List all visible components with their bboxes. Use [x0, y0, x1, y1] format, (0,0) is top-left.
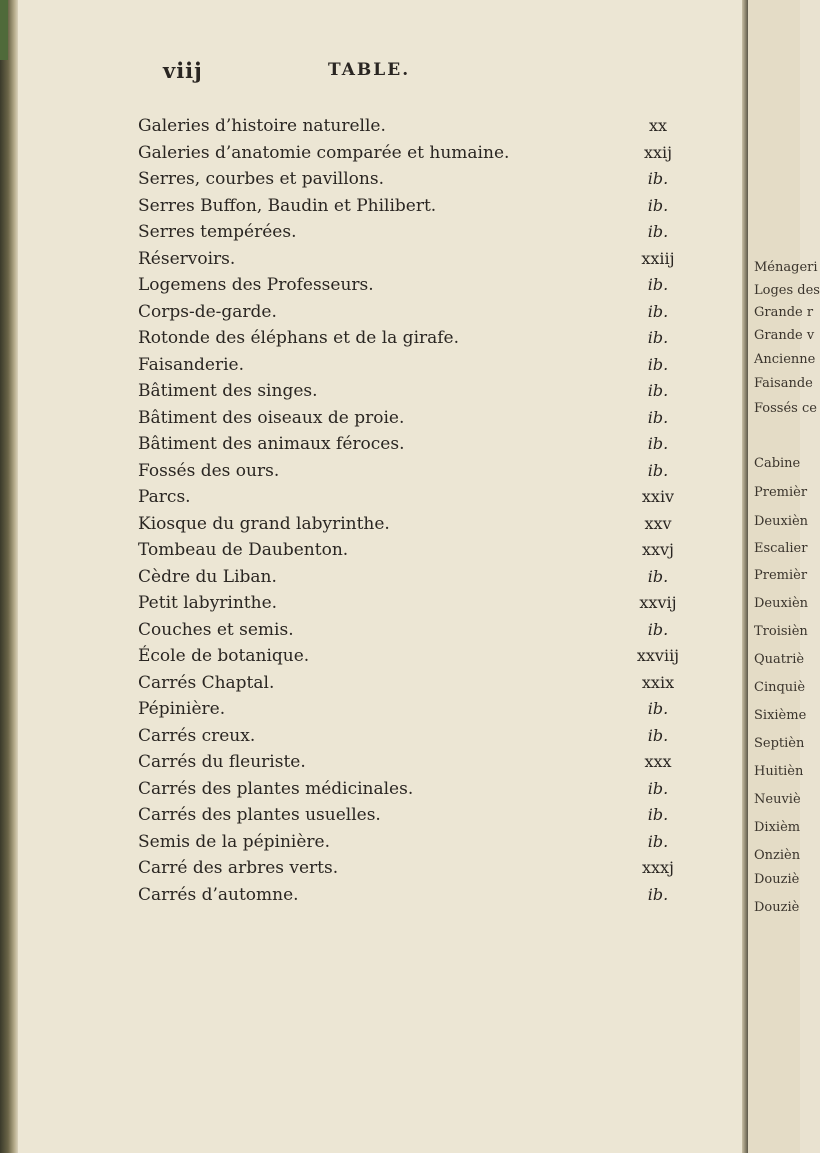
facing-page-text: Douziè: [754, 900, 800, 915]
toc-entry-page: xxxj: [641, 858, 675, 877]
toc-entry-title: Carrés du fleuriste.: [138, 752, 306, 772]
facing-page-text: Premièr: [754, 568, 808, 583]
toc-entry: [18, 272, 742, 299]
toc-entry-page: ib.: [647, 699, 669, 718]
facing-page-text: Huitièn: [754, 764, 804, 779]
facing-page-text: Ménageri: [754, 260, 818, 275]
toc-entry-page: xxix: [641, 672, 675, 692]
toc-entry-title: Carrés Chaptal.: [138, 672, 275, 693]
facing-page-text: Septièn: [754, 736, 805, 751]
toc-entry-page: ib.: [647, 381, 669, 400]
toc-entry-title: Pépinière.: [138, 699, 226, 719]
toc-entry-page: xxiv: [641, 487, 675, 506]
toc-entry-page: xxviij: [636, 646, 680, 665]
toc-entry: [18, 723, 742, 750]
table-of-contents: [18, 113, 742, 908]
toc-entry: [18, 855, 742, 882]
toc-entry: [18, 696, 742, 723]
facing-page-text: Douziè: [754, 872, 800, 887]
facing-page-text: Cinquiè: [754, 680, 806, 695]
toc-entry-title: Fossés des ours.: [138, 460, 280, 481]
facing-page-text: Premièr: [754, 485, 808, 500]
toc-entry-page: ib.: [647, 434, 669, 453]
toc-entry-title: Logemens des Professeurs.: [138, 275, 374, 295]
facing-page-text: Loges des: [754, 283, 820, 298]
toc-entry-title: Semis de la pépinière.: [138, 831, 331, 852]
toc-entry-page: xxvj: [641, 540, 675, 559]
toc-entry: [18, 511, 742, 538]
toc-entry: [18, 749, 742, 776]
toc-entry-page: ib.: [647, 169, 669, 188]
facing-page-text: Faisande: [754, 376, 813, 391]
page-number: viij: [163, 58, 203, 83]
toc-entry: [18, 405, 742, 432]
toc-entry-page: ib.: [647, 301, 669, 321]
toc-entry: [18, 484, 742, 511]
running-title: TABLE.: [328, 60, 411, 80]
toc-entry: [18, 643, 742, 670]
toc-entry: [18, 193, 742, 220]
toc-entry-title: Carrés des plantes médicinales.: [138, 778, 414, 799]
toc-entry-title: Rotonde des éléphans et de la girafe.: [138, 328, 460, 348]
toc-entry-page: xxx: [644, 752, 672, 771]
facing-page-fragment: [748, 0, 820, 1153]
toc-entry-title: Serres Buffon, Baudin et Philibert.: [138, 195, 437, 216]
toc-entry-title: Parcs.: [138, 487, 191, 507]
toc-entry-title: Cèdre du Liban.: [138, 566, 277, 587]
toc-entry-title: Carré des arbres verts.: [138, 858, 339, 878]
facing-page-text: Troisièn: [754, 624, 808, 639]
toc-entry-page: ib.: [647, 805, 669, 824]
toc-entry: [18, 325, 742, 352]
facing-page-text: Deuxièn: [754, 596, 809, 611]
toc-entry: [18, 219, 742, 246]
toc-entry-title: École de botanique.: [138, 646, 310, 666]
toc-entry-page: xxiij: [641, 248, 675, 268]
facing-page-text: Onzièn: [754, 848, 801, 863]
toc-entry: [18, 140, 742, 167]
toc-entry: [18, 829, 742, 856]
facing-page-text: Quatriè: [754, 652, 805, 667]
facing-page-text: Escalier: [754, 541, 808, 556]
facing-page-text: Deuxièn: [754, 514, 809, 529]
toc-entry-title: Carrés des plantes usuelles.: [138, 805, 381, 825]
toc-entry: [18, 378, 742, 405]
toc-entry-page: ib.: [647, 619, 669, 639]
facing-page-text: Dixièm: [754, 820, 801, 835]
toc-entry-title: Réservoirs.: [138, 248, 236, 269]
toc-entry-title: Bâtiment des oiseaux de proie.: [138, 407, 405, 428]
binding-stain: [0, 0, 8, 60]
toc-entry-title: Corps-de-garde.: [138, 301, 277, 322]
left-binding-edge: [0, 0, 18, 1153]
facing-page-text: Cabine: [754, 456, 801, 471]
toc-entry: [18, 431, 742, 458]
toc-entry-title: Bâtiment des singes.: [138, 381, 318, 401]
facing-page-text: Grande r: [754, 305, 814, 320]
toc-entry: [18, 113, 742, 140]
toc-entry: [18, 617, 742, 644]
toc-entry: [18, 670, 742, 697]
toc-entry-page: xxv: [644, 513, 672, 533]
toc-entry-page: ib.: [647, 566, 669, 586]
toc-entry-title: Petit labyrinthe.: [138, 593, 278, 613]
toc-entry-title: Tombeau de Daubenton.: [138, 540, 349, 560]
toc-entry-title: Galeries d’histoire naturelle.: [138, 116, 386, 136]
book-page: [18, 0, 742, 1153]
toc-entry: [18, 564, 742, 591]
toc-entry-page: ib.: [647, 275, 669, 294]
toc-entry: [18, 590, 742, 617]
toc-entry: [18, 802, 742, 829]
running-head: [18, 58, 742, 88]
toc-entry-title: Galeries d’anatomie comparée et humaine.: [138, 142, 510, 163]
toc-entry-page: ib.: [647, 778, 669, 798]
toc-entry-title: Serres, courbes et pavillons.: [138, 169, 384, 189]
toc-entry-page: ib.: [647, 460, 669, 480]
facing-page-text: Grande v: [754, 328, 815, 343]
toc-entry: [18, 776, 742, 803]
toc-entry-page: ib.: [647, 222, 669, 241]
toc-entry: [18, 537, 742, 564]
toc-entry-title: Bâtiment des animaux féroces.: [138, 434, 405, 454]
toc-entry-title: Serres tempérées.: [138, 222, 297, 242]
toc-entry-page: ib.: [647, 195, 669, 215]
toc-entry: [18, 246, 742, 273]
toc-entry: [18, 352, 742, 379]
toc-entry-page: xxij: [643, 142, 673, 162]
facing-page-text: Sixième: [754, 708, 807, 723]
toc-entry-page: ib.: [647, 354, 669, 374]
toc-entry-page: xxvij: [639, 593, 677, 612]
facing-page-text: Neuviè: [754, 792, 801, 807]
toc-entry-page: ib.: [647, 328, 669, 347]
toc-entry-page: ib.: [647, 407, 669, 427]
toc-entry-title: Faisanderie.: [138, 354, 244, 375]
facing-page-text: Fossés ce: [754, 401, 817, 416]
toc-entry-title: Kiosque du grand labyrinthe.: [138, 513, 390, 534]
facing-page-text: Ancienne: [754, 352, 816, 367]
toc-entry-page: ib.: [647, 831, 669, 851]
toc-entry-page: ib.: [647, 884, 669, 904]
toc-entry: [18, 458, 742, 485]
toc-entry-title: Carrés d’automne.: [138, 884, 299, 905]
toc-entry-page: ib.: [647, 725, 669, 745]
toc-entry: [18, 299, 742, 326]
toc-entry: [18, 882, 742, 909]
toc-entry: [18, 166, 742, 193]
toc-entry-page: xx: [648, 116, 668, 135]
toc-entry-title: Carrés creux.: [138, 725, 256, 746]
toc-entry-title: Couches et semis.: [138, 619, 294, 640]
